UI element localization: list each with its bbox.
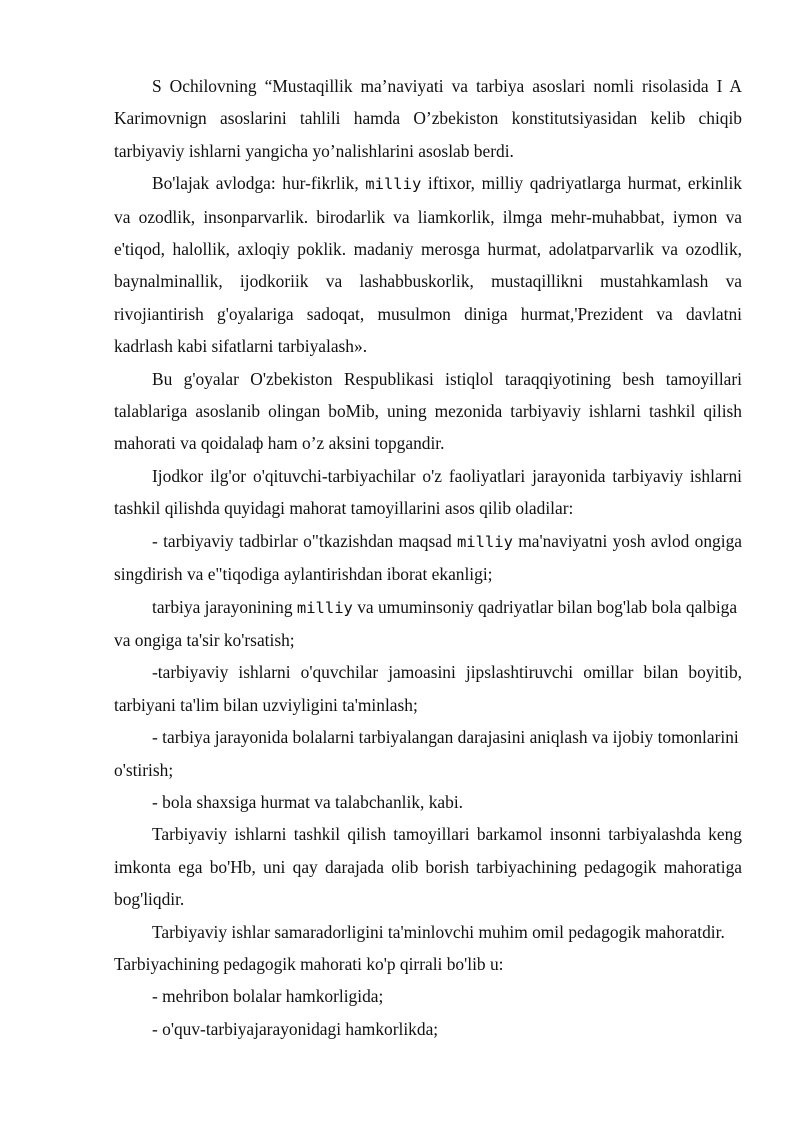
list-item-5 xyxy=(114,786,742,818)
paragraph-4 xyxy=(114,460,742,525)
paragraph-2-mono-word: milliy xyxy=(365,175,422,194)
list-item-1-mono-word: milliy xyxy=(456,532,513,551)
paragraph-2 xyxy=(114,167,742,362)
list-item-2-text-b: va umuminsoniy qadriyatlar bilan bog'lab bola qalbiga va ongiga ta'sir ko'rsatish; xyxy=(114,596,738,650)
list-item-1-text-a: - tarbiyaviy tadbirlar o"tkazishdan maqsad xyxy=(152,530,457,551)
list-item-1 xyxy=(114,525,742,591)
paragraph-1-text: S Ochilovning “Mustaqillik ma’naviyati va tarbiya asoslari nomli risolasida I A Karimovnign asoslarini tahlili hamda O’zbekiston konstitutsiyasidan kelib chiqib tarbiyaviy ishlarni yangicha yo’nalishlarini asoslab berdi. xyxy=(114,76,742,161)
list-item-1-text-b: ma'naviyatni yosh avlod ongiga singdirish va e"tiqodiga aylantirishdan iborat ekanligi; xyxy=(114,530,742,585)
paragraph-5-text: Tarbiyaviy ishlarni tashkil qilish tamoyillari barkamol insonni tarbiyalashda keng imkonta ega bo'Hb, uni qay darajada olib borish tarbiyachining pedagogik mahoratiga bog'liqdir. xyxy=(114,824,742,910)
paragraph-4-text: Ijodkor ilg'or o'qituvchi-tarbiyachilar o'z faoliyatlari jarayonida tarbiyaviy ishlarni tashkil qilishda quyidagi mahorat tamoyillarini asos qilib oladilar: xyxy=(114,465,742,519)
list-item-6 xyxy=(114,980,742,1012)
list-item-2-mono-word: milliy xyxy=(296,598,353,617)
paragraph-2-text-b: iftixor, milliy qadriyatlarga hurmat, erkinlik va ozodlik, insonparvarlik. birodarlik va liamkorlik, ilmga mehr-muhabbat, iymon va e'tiqod, halollik, axloqiy poklik. madaniy merosga hurmat, adolatparvarlik va ozodlik, baynalminallik, ijodkoriik va lashabbuskorlik, mustaqillikni mustahkamlash va rivojiantirish g'oyalariga sadoqat, musulmon diniga hurmat,'Prezident va davlatni kadrlash kabi sifatlarni tarbiyalash». xyxy=(114,173,742,357)
list-item-7-text: - o'quv-tarbiyajarayonidagi hamkorlikda; xyxy=(152,1018,439,1039)
paragraph-3 xyxy=(114,363,742,460)
paragraph-5 xyxy=(114,818,742,915)
list-item-2 xyxy=(114,591,742,657)
paragraph-3-text: Bu g'oyalar O'zbekiston Respublikasi istiqlol taraqqiyotining besh tamoyillari talablariga asoslanib olingan boMib, uning mezonida tarbiyaviy ishlarni tashkil qilish mahorati va qoidalaф ham o’z aksini topgandir. xyxy=(114,368,742,454)
paragraph-2-text-a: Bo'lajak avlodga: hur-fikrlik, xyxy=(152,173,366,194)
list-item-2-text-a: tarbiya jarayonining xyxy=(152,596,297,617)
list-item-5-text: - bola shaxsiga hurmat va talabchanlik, kabi. xyxy=(152,791,464,812)
list-item-6-text: - mehribon bolalar hamkorligida; xyxy=(152,986,384,1007)
list-item-3 xyxy=(114,656,742,721)
paragraph-6 xyxy=(114,916,742,981)
list-item-3-text: -tarbiyaviy ishlarni o'quvchilar jamoasini jipslashtiruvchi omillar bilan boyitib, tarbiyani ta'lim bilan uzviyligini ta'minlash; xyxy=(114,662,742,715)
list-item-4-text: - tarbiya jarayonida bolalarni tarbiyalangan darajasini aniqlash va ijobiy tomonlarini o'stirish; xyxy=(114,727,739,780)
paragraph-6-text: Tarbiyaviy ishlar samaradorligini ta'minlovchi muhim omil pedagogik mahoratdir. Tarbiyachining pedagogik mahorati ko'p qirrali bo'lib u: xyxy=(114,921,725,974)
document-page xyxy=(114,70,742,1045)
paragraph-1 xyxy=(114,70,742,167)
list-item-4 xyxy=(114,721,742,786)
list-item-7 xyxy=(114,1013,742,1045)
